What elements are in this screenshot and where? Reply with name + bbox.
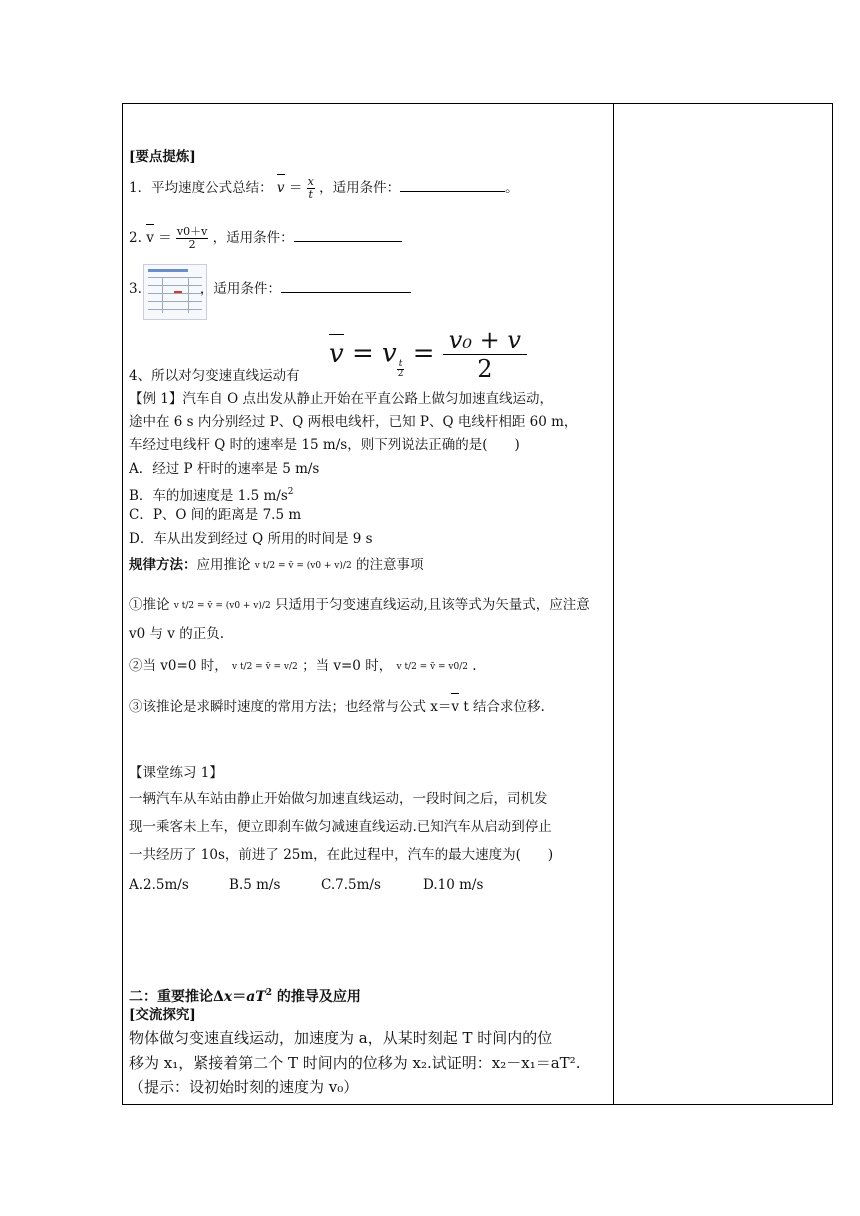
item-3: 3. ，适用条件： (129, 280, 411, 298)
main-column (129, 104, 609, 1104)
practice-line-3: 一共经历了 10s，前进了 25m，在此过程中，汽车的最大速度为( ) (129, 847, 554, 863)
method-point-2: ②当 v0=0 时， v t/2 = v̄ = v/2 ；当 v=0 时， v t/2 = v̄ = v0/2 . (129, 658, 477, 674)
item-4: 4、所以对匀变速直线运动有 (129, 368, 300, 384)
option-d: D．车从出发到经过 Q 所用的时间是 9 s (129, 531, 373, 547)
lesson-table (122, 103, 833, 1105)
item-2: 2. v ＝ $\frac{v0+v}{2}$ ，适用条件： (129, 226, 402, 251)
item-1: 1．平均速度公式总结： v ＝ $\frac{x}{t}$ ，适用条件： 。 (129, 175, 519, 201)
example-line-2: 途中在 6 s 内分别经过 P、Q 两根电线杆，已知 P、Q 电线杆相距 60 m， (129, 414, 578, 430)
section-2-heading: 二：重要推论$\Delta x=aT^2$ 的推导及应用 (129, 988, 361, 1005)
practice-options: A.2.5m/s B.5 m/s C.7.5m/s D.10 m/s (129, 877, 484, 893)
section-2-sub: [交流探究] (129, 1007, 196, 1023)
answer-blank[interactable] (294, 229, 402, 242)
answer-blank[interactable] (281, 280, 411, 293)
method-point-1: ①推论 v t/2 = v̄ = (v0 + v)/2 只适用于匀变速直线运动,且该等式为矢量式，应注意 (129, 597, 590, 613)
method-point-1-cont: v0 与 v 的正负. (129, 626, 225, 642)
practice-line-1: 一辆汽车从车站由静止开始做匀加速直线运动，一段时间之后，司机发 (129, 791, 548, 807)
practice-line-2: 现一乘客未上车，便立即刹车做匀减速直线运动.已知汽车从启动到停止 (129, 819, 552, 835)
big-formula: v = v $\frac{t}{2}$ = $\frac{\text{v₀ + v}}{2}$ (329, 326, 527, 383)
column-divider (613, 104, 614, 1104)
inline-formula: v t/2 = v̄ = (v0 + v)/2 (254, 560, 352, 571)
method-title: 规律方法：应用推论 v t/2 = v̄ = (v0 + v)/2 的注意事项 (129, 557, 424, 573)
section-2-line-2: 移为 x₁，紧接着第二个 T 时间内的位移为 x₂.试证明：x₂－x₁＝aT². (129, 1054, 581, 1072)
fraction-x-over-t: $\frac{x}{t}$ (307, 175, 314, 201)
option-b: B．车的加速度是 1.5 $m/s^2$ (129, 487, 294, 504)
example-line-3: 车经过电线杆 Q 时的速率是 15 m/s，则下列说法正确的是( ) (129, 437, 520, 453)
method-point-3: ③该推论是求瞬时速度的常用方法；也经常与公式 x＝v t 结合求位移. (129, 699, 545, 715)
answer-blank[interactable] (400, 179, 505, 192)
option-a: A．经过 P 杆时的速率是 5 m/s (129, 461, 320, 477)
section-heading: [要点提炼] (129, 149, 196, 165)
example-line-1: 【例 1】汽车自 O 点出发从静止开始在平直公路上做匀加速直线运动， (129, 391, 554, 407)
option-c: C．P、O 间的距离是 7.5 m (129, 507, 302, 523)
fraction-v0-plus-v: $\frac{v0+v}{2}$ (176, 225, 208, 251)
v-bar: v (276, 180, 285, 196)
section-2-line-1: 物体做匀变速直线运动，加速度为 a，从某时刻起 T 时间内的位 (129, 1029, 553, 1047)
v-bar: v (146, 230, 154, 246)
section-2-line-3: （提示：设初始时刻的速度为 v₀） (129, 1078, 359, 1096)
practice-title: 【课堂练习 1】 (129, 765, 223, 781)
